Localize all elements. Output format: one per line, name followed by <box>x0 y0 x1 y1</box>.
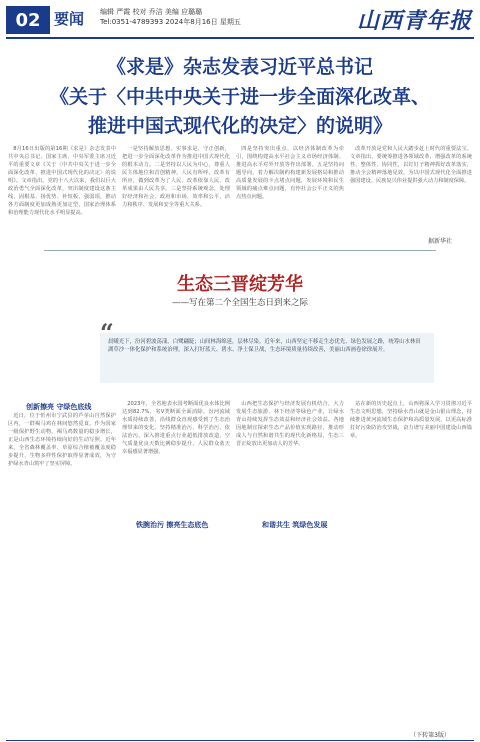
divider <box>44 250 436 251</box>
subhead-3: 和谐共生 筑绿色发展 <box>262 521 328 529</box>
article2-paragraph: 2023年，全省地表水国考断面优良水体比例达到82.7%，劣Ⅴ类断面全面消除。汾河流域水质持续改善，沿线群众直观感受到了生态治理带来的变化。坚持精准治污、科学治污、依法治污，深入推进重点行业超低排放改造，空气质量优良天数比例稳步提升，人民群众蓝天幸福感显著增强。 <box>122 401 230 455</box>
editor-info <box>100 7 241 27</box>
article2-title: 生态三晋绽芳华 <box>177 274 303 295</box>
article1-title-line3: 推进中国式现代化的决定〉的说明》 <box>87 115 392 137</box>
article1-title-line1: 《求是》杂志发表习近平总书记 <box>106 56 373 78</box>
continued-note: （下转第3版） <box>410 732 450 739</box>
subhead-2: 铁腕治污 擦亮生态底色 <box>136 521 209 529</box>
header-rule <box>6 37 474 39</box>
article2-paragraph: 站在新的历史起点上，山西将深入学习贯彻习近平生态文明思想，坚持绿水青山就是金山银山理念，持续推进黄河流域生态保护和高质量发展，以更高标准打好污染防治攻坚战，奋力谱写美丽中国建设山西篇章。 <box>350 401 472 439</box>
article1-paragraph: 四是坚持突出重点，以经济体制改革为牵引，围绕构建高水平社会主义市场经济体制、推进高水平对外开放等作出部署。五是坚持问题导向，着力解决制约构建新发展格局和推动高质量发展的卡点堵点问题，发展环境和民生领域的痛点难点问题，有悖社会公平正义的焦点热点问题。 <box>236 146 344 200</box>
section-title: 要闻 <box>54 10 85 28</box>
article2-paragraph: 近日，位于忻州市宁武县的芦芽山自然保护区内，一群褐马鸡在林间悠然觅食。作为国家一级保护野生动物，褐马鸡数量的稳步增长，正是山西生态环境持续向好的生动写照。近年来，全省森林覆盖率、草原综合植被覆盖度稳步提升，生物多样性保护取得显著成效，为守护绿水青山筑牢了坚实屏障。 <box>8 413 116 467</box>
date-line: Tel:0351-4789393 2024年8月16日 星期五 <box>100 18 241 26</box>
article2-lead-box <box>100 333 434 383</box>
article2-subtitle: ——写在第二个全国生态日到来之际 <box>171 298 308 308</box>
article2-column-3 <box>236 400 344 516</box>
article1-column-1 <box>8 145 116 245</box>
article2-column-1 <box>8 412 116 728</box>
footer-rule <box>6 740 474 741</box>
article1-paragraph: 8月16日出版的第16期《求是》杂志发表中共中央总书记、国家主席、中央军委主席习近平的重要文章《关于〈中共中央关于进一步全面深化改革、推进中国式现代化的决定〉的说明》。文章指出，党的十八大以来，我们以巨大政治勇气全面深化改革，突出制度建设这条主线，固根基、扬优势、补短板、强弱项，推动各方面制度更加成熟更加定型，国家治理体系和治理能力现代化水平明显提高。 <box>8 146 116 216</box>
article2-column-2a <box>122 400 230 516</box>
editor-line: 编辑 严霞 校对 乔洁 美编 应璐璐 <box>100 8 203 16</box>
newspaper-logo: 山西青年报 <box>356 8 472 34</box>
article1-column-2 <box>122 145 230 245</box>
subhead-1: 创新擦亮 守绿色底线 <box>26 403 92 411</box>
article2-paragraph: 山西把生态保护与经济发展有机结合，大力发展生态旅游、林下经济等绿色产业，让绿水青山持续发挥生态效益和经济社会效益。各地因地制宜探索生态产品价值实现路径，推动形成人与自然和谐共生的现代化新格局，生态三晋正绽放出更加动人的芳华。 <box>236 401 344 447</box>
page-header <box>0 0 480 38</box>
article1-paragraph: 一是坚持解放思想、实事求是、守正创新，把进一步全面深化改革作为推进中国式现代化的根本动力。二是坚持以人民为中心，尊重人民主体地位和首创精神，人民有所呼、改革有所应，做到改革为了人民、改革依靠人民、改革成果由人民共享。三是坚持系统观念，处理好经济和社会、政府和市场、效率和公平、活力和秩序、发展和安全等重大关系。 <box>122 146 230 208</box>
article1-title-line2: 《关于〈中共中央关于进一步全面深化改革、 <box>49 86 430 108</box>
article2-column-4 <box>350 400 472 726</box>
article1-paragraph: 改革开放是党和人民大踏步赶上时代的重要法宝。文章指出，要统筹推进各领域改革，增强改革的系统性、整体性、协同性，以钉钉子精神抓好改革落实，推动全会精神落地见效，为以中国式现代化全面推进强国建设、民族复兴伟业提供强大动力和制度保障。 <box>350 146 472 184</box>
article1-column-3 <box>236 145 344 245</box>
article1-source: 据新华社 <box>428 238 453 245</box>
article2-lead: 晨曦光下，汾河碧波荡漾，白鹭翩跹；山间林海绵延，层林尽染。近年来，山西坚定不移走生态优先、绿色发展之路，统筹山水林田湖草沙一体化保护和系统治理，深入打好蓝天、碧水、净土保卫战，生态环境质量持续改善，美丽山西画卷徐徐展开。 <box>108 339 421 354</box>
page-number: 02 <box>6 6 50 34</box>
article1-column-4 <box>350 145 472 235</box>
